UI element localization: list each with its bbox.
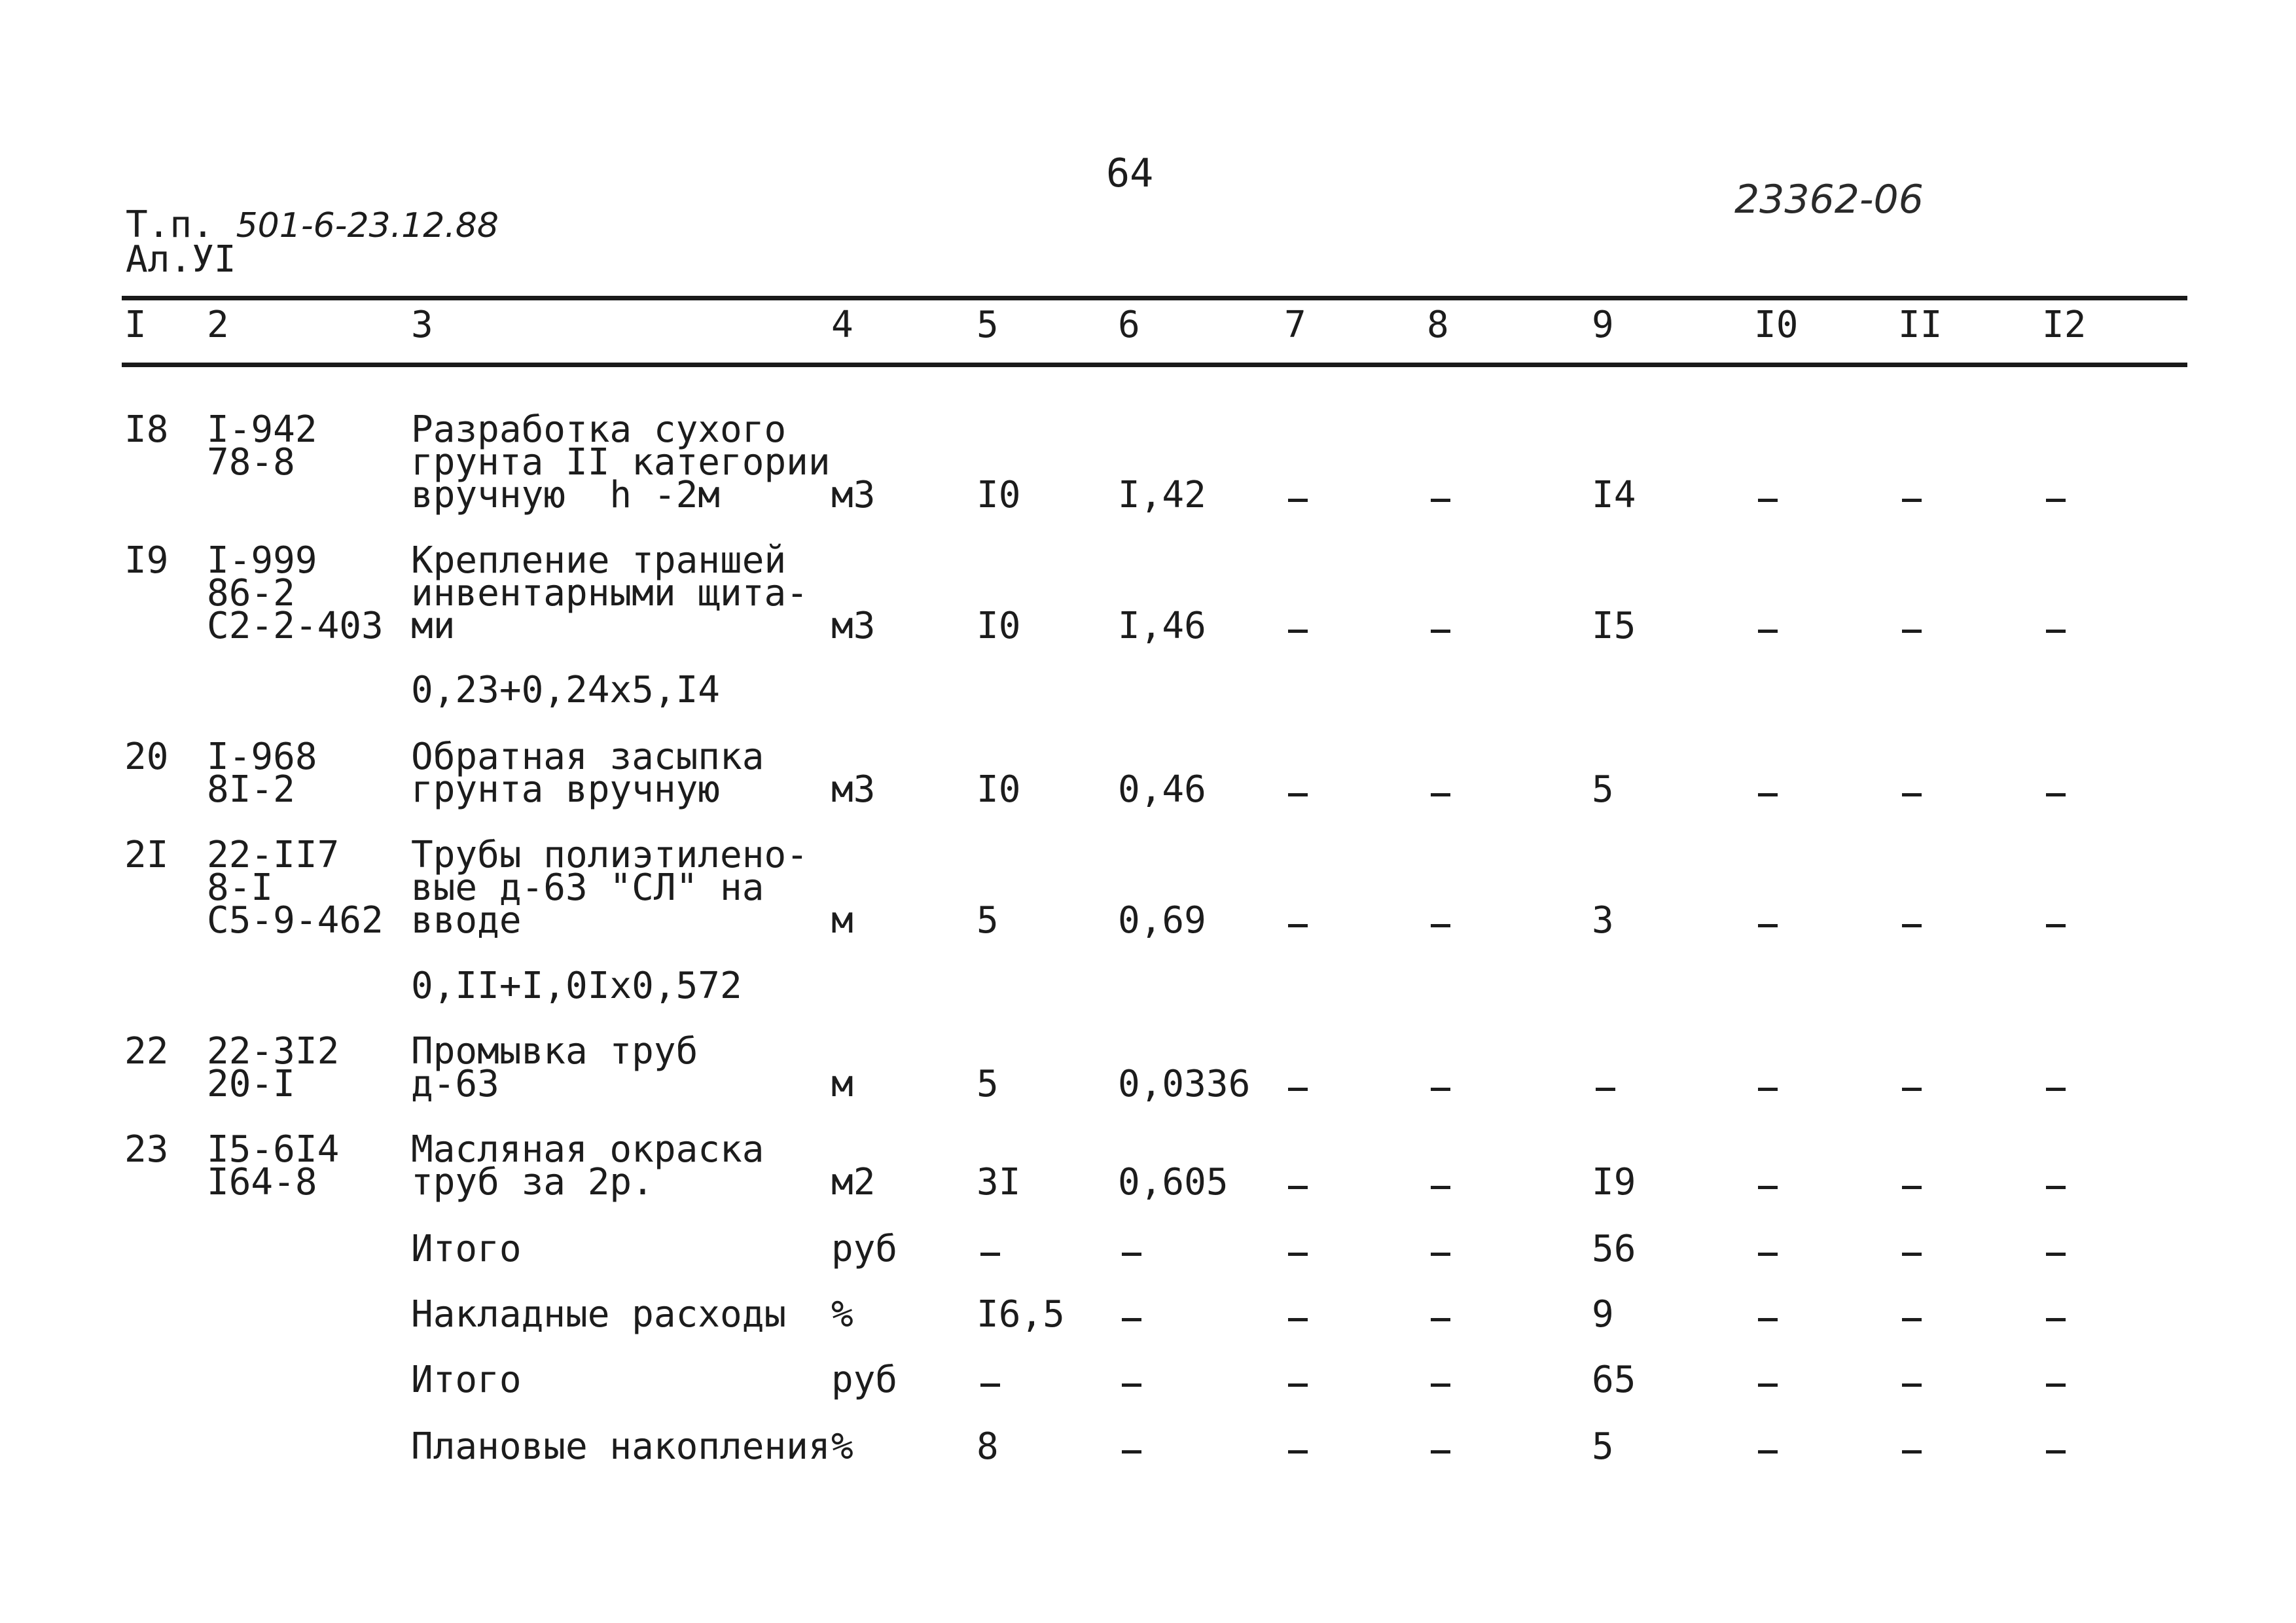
row-code: I-942 78-8 bbox=[207, 408, 317, 484]
summary-c11-dash bbox=[1902, 1253, 1922, 1256]
summary-price-dash bbox=[1122, 1450, 1141, 1454]
row-number: 2I bbox=[124, 834, 169, 876]
row-price: 0,69 bbox=[1118, 899, 1206, 942]
row-price: 0,605 bbox=[1118, 1161, 1229, 1204]
summary-c10-dash bbox=[1758, 1253, 1778, 1256]
summary-c11-dash bbox=[1902, 1450, 1922, 1454]
row-unit: м3 bbox=[831, 474, 876, 516]
column-header-4: 4 bbox=[831, 304, 853, 346]
summary-c10-dash bbox=[1758, 1318, 1778, 1321]
row-number: I9 bbox=[124, 539, 169, 582]
row-c11-dash bbox=[1902, 924, 1922, 927]
summary-c8-dash bbox=[1431, 1383, 1450, 1387]
row-qty: 5 bbox=[977, 899, 999, 942]
column-header-12: I2 bbox=[2042, 304, 2087, 346]
summary-unit: руб bbox=[831, 1359, 898, 1401]
row-c9: I4 bbox=[1592, 474, 1636, 516]
row-c8-dash bbox=[1431, 499, 1450, 502]
column-header-8: 8 bbox=[1427, 304, 1449, 346]
summary-label: Итого bbox=[411, 1359, 522, 1401]
row-code: 22-II7 8-I С5-9-462 bbox=[207, 834, 384, 942]
row-c9-dash bbox=[1596, 1088, 1615, 1091]
row-c9: 5 bbox=[1592, 768, 1614, 811]
row-c9: I5 bbox=[1592, 605, 1636, 647]
row-c8-dash bbox=[1431, 793, 1450, 796]
summary-price-dash bbox=[1122, 1318, 1141, 1321]
row-c12-dash bbox=[2046, 1186, 2066, 1189]
row-c11-dash bbox=[1902, 630, 1922, 633]
row-unit: м2 bbox=[831, 1161, 876, 1204]
summary-c10-dash bbox=[1758, 1450, 1778, 1454]
summary-c12-dash bbox=[2046, 1383, 2066, 1387]
row-c7-dash bbox=[1288, 499, 1308, 502]
summary-c12-dash bbox=[2046, 1450, 2066, 1454]
row-c12-dash bbox=[2046, 1088, 2066, 1091]
doc-sheet: Ал.УI bbox=[126, 238, 236, 281]
row-qty: I0 bbox=[977, 474, 1021, 516]
row-description: Трубы полиэтилено- вые д-63 "СЛ" на вводе bbox=[411, 834, 808, 942]
row-qty: 5 bbox=[977, 1063, 999, 1105]
row-c10-dash bbox=[1758, 793, 1778, 796]
row-qty: I0 bbox=[977, 768, 1021, 811]
row-unit: м bbox=[831, 899, 853, 942]
column-header-10: I0 bbox=[1754, 304, 1799, 346]
summary-unit: % bbox=[831, 1425, 853, 1468]
row-c12-dash bbox=[2046, 630, 2066, 633]
row-number: 20 bbox=[124, 736, 169, 778]
summary-c7-dash bbox=[1288, 1450, 1308, 1454]
column-header-1: I bbox=[124, 304, 147, 346]
summary-c9: 5 bbox=[1592, 1425, 1614, 1468]
row-c11-dash bbox=[1902, 1186, 1922, 1189]
summary-label: Итого bbox=[411, 1228, 522, 1270]
row-price: I,42 bbox=[1118, 474, 1206, 516]
row-c9: I9 bbox=[1592, 1161, 1636, 1204]
row-qty: 3I bbox=[977, 1161, 1021, 1204]
row-description: Масляная окраска труб за 2р. bbox=[411, 1128, 764, 1204]
summary-label: Накладные расходы bbox=[411, 1293, 787, 1336]
page-number: 64 bbox=[1106, 151, 1154, 196]
row-formula: 0,23+0,24х5,I4 bbox=[411, 669, 721, 711]
row-description: Крепление траншей инвентарными щита- ми bbox=[411, 539, 808, 647]
column-header-5: 5 bbox=[977, 304, 999, 346]
summary-c8-dash bbox=[1431, 1253, 1450, 1256]
header-bottom-rule bbox=[122, 363, 2187, 367]
summary-qty: 8 bbox=[977, 1425, 999, 1468]
row-c10-dash bbox=[1758, 499, 1778, 502]
summary-qty: I6,5 bbox=[977, 1293, 1065, 1336]
summary-c9: 65 bbox=[1592, 1359, 1636, 1401]
row-number: 23 bbox=[124, 1128, 169, 1171]
row-c12-dash bbox=[2046, 924, 2066, 927]
row-c7-dash bbox=[1288, 630, 1308, 633]
summary-c7-dash bbox=[1288, 1383, 1308, 1387]
column-header-9: 9 bbox=[1592, 304, 1614, 346]
row-code: I-968 8I-2 bbox=[207, 736, 317, 811]
row-qty: I0 bbox=[977, 605, 1021, 647]
summary-qty-dash bbox=[980, 1253, 1000, 1256]
row-code: 22-3I2 20-I bbox=[207, 1030, 340, 1105]
row-c9: 3 bbox=[1592, 899, 1614, 942]
row-c7-dash bbox=[1288, 1186, 1308, 1189]
summary-c11-dash bbox=[1902, 1383, 1922, 1387]
row-code: I5-6I4 I64-8 bbox=[207, 1128, 340, 1204]
row-code: I-999 86-2 С2-2-403 bbox=[207, 539, 384, 647]
row-c12-dash bbox=[2046, 499, 2066, 502]
column-header-3: 3 bbox=[411, 304, 433, 346]
summary-c7-dash bbox=[1288, 1318, 1308, 1321]
row-c11-dash bbox=[1902, 793, 1922, 796]
column-header-2: 2 bbox=[207, 304, 229, 346]
row-c10-dash bbox=[1758, 924, 1778, 927]
row-c11-dash bbox=[1902, 1088, 1922, 1091]
summary-price-dash bbox=[1122, 1253, 1141, 1256]
row-formula: 0,II+I,0Iх0,572 bbox=[411, 965, 742, 1007]
row-c10-dash bbox=[1758, 1088, 1778, 1091]
row-description: Промывка труб д-63 bbox=[411, 1030, 698, 1105]
row-c10-dash bbox=[1758, 630, 1778, 633]
summary-c10-dash bbox=[1758, 1383, 1778, 1387]
summary-price-dash bbox=[1122, 1383, 1141, 1387]
row-number: I8 bbox=[124, 408, 169, 451]
row-price: I,46 bbox=[1118, 605, 1206, 647]
summary-c12-dash bbox=[2046, 1318, 2066, 1321]
row-c11-dash bbox=[1902, 499, 1922, 502]
row-c12-dash bbox=[2046, 793, 2066, 796]
row-unit: м bbox=[831, 1063, 853, 1105]
row-c7-dash bbox=[1288, 793, 1308, 796]
summary-c11-dash bbox=[1902, 1318, 1922, 1321]
registration-stamp: 23362-06 bbox=[1734, 177, 1924, 223]
row-price: 0,46 bbox=[1118, 768, 1206, 811]
summary-c8-dash bbox=[1431, 1450, 1450, 1454]
row-description: Обратная засыпка грунта вручную bbox=[411, 736, 764, 811]
doc-code: 501-6-23.12.88 bbox=[236, 206, 499, 245]
summary-c9: 56 bbox=[1592, 1228, 1636, 1270]
column-header-11: II bbox=[1898, 304, 1943, 346]
summary-c8-dash bbox=[1431, 1318, 1450, 1321]
row-c7-dash bbox=[1288, 1088, 1308, 1091]
column-header-6: 6 bbox=[1118, 304, 1140, 346]
row-c8-dash bbox=[1431, 630, 1450, 633]
row-c10-dash bbox=[1758, 1186, 1778, 1189]
row-description: Разработка сухого грунта II категории вручную h -2м bbox=[411, 408, 831, 516]
summary-unit: % bbox=[831, 1293, 853, 1336]
row-unit: м3 bbox=[831, 768, 876, 811]
summary-c7-dash bbox=[1288, 1253, 1308, 1256]
row-number: 22 bbox=[124, 1030, 169, 1073]
doc-prefix: Т.п. bbox=[126, 204, 214, 246]
doc-reference bbox=[126, 204, 499, 281]
row-unit: м3 bbox=[831, 605, 876, 647]
summary-c9: 9 bbox=[1592, 1293, 1614, 1336]
row-price: 0,0336 bbox=[1118, 1063, 1251, 1105]
summary-qty-dash bbox=[980, 1383, 1000, 1387]
row-c8-dash bbox=[1431, 1186, 1450, 1189]
row-c8-dash bbox=[1431, 924, 1450, 927]
row-c8-dash bbox=[1431, 1088, 1450, 1091]
column-header-7: 7 bbox=[1284, 304, 1306, 346]
header-top-rule bbox=[122, 296, 2187, 300]
row-c7-dash bbox=[1288, 924, 1308, 927]
summary-c12-dash bbox=[2046, 1253, 2066, 1256]
summary-label: Плановые накопления bbox=[411, 1425, 831, 1468]
summary-unit: руб bbox=[831, 1228, 898, 1270]
